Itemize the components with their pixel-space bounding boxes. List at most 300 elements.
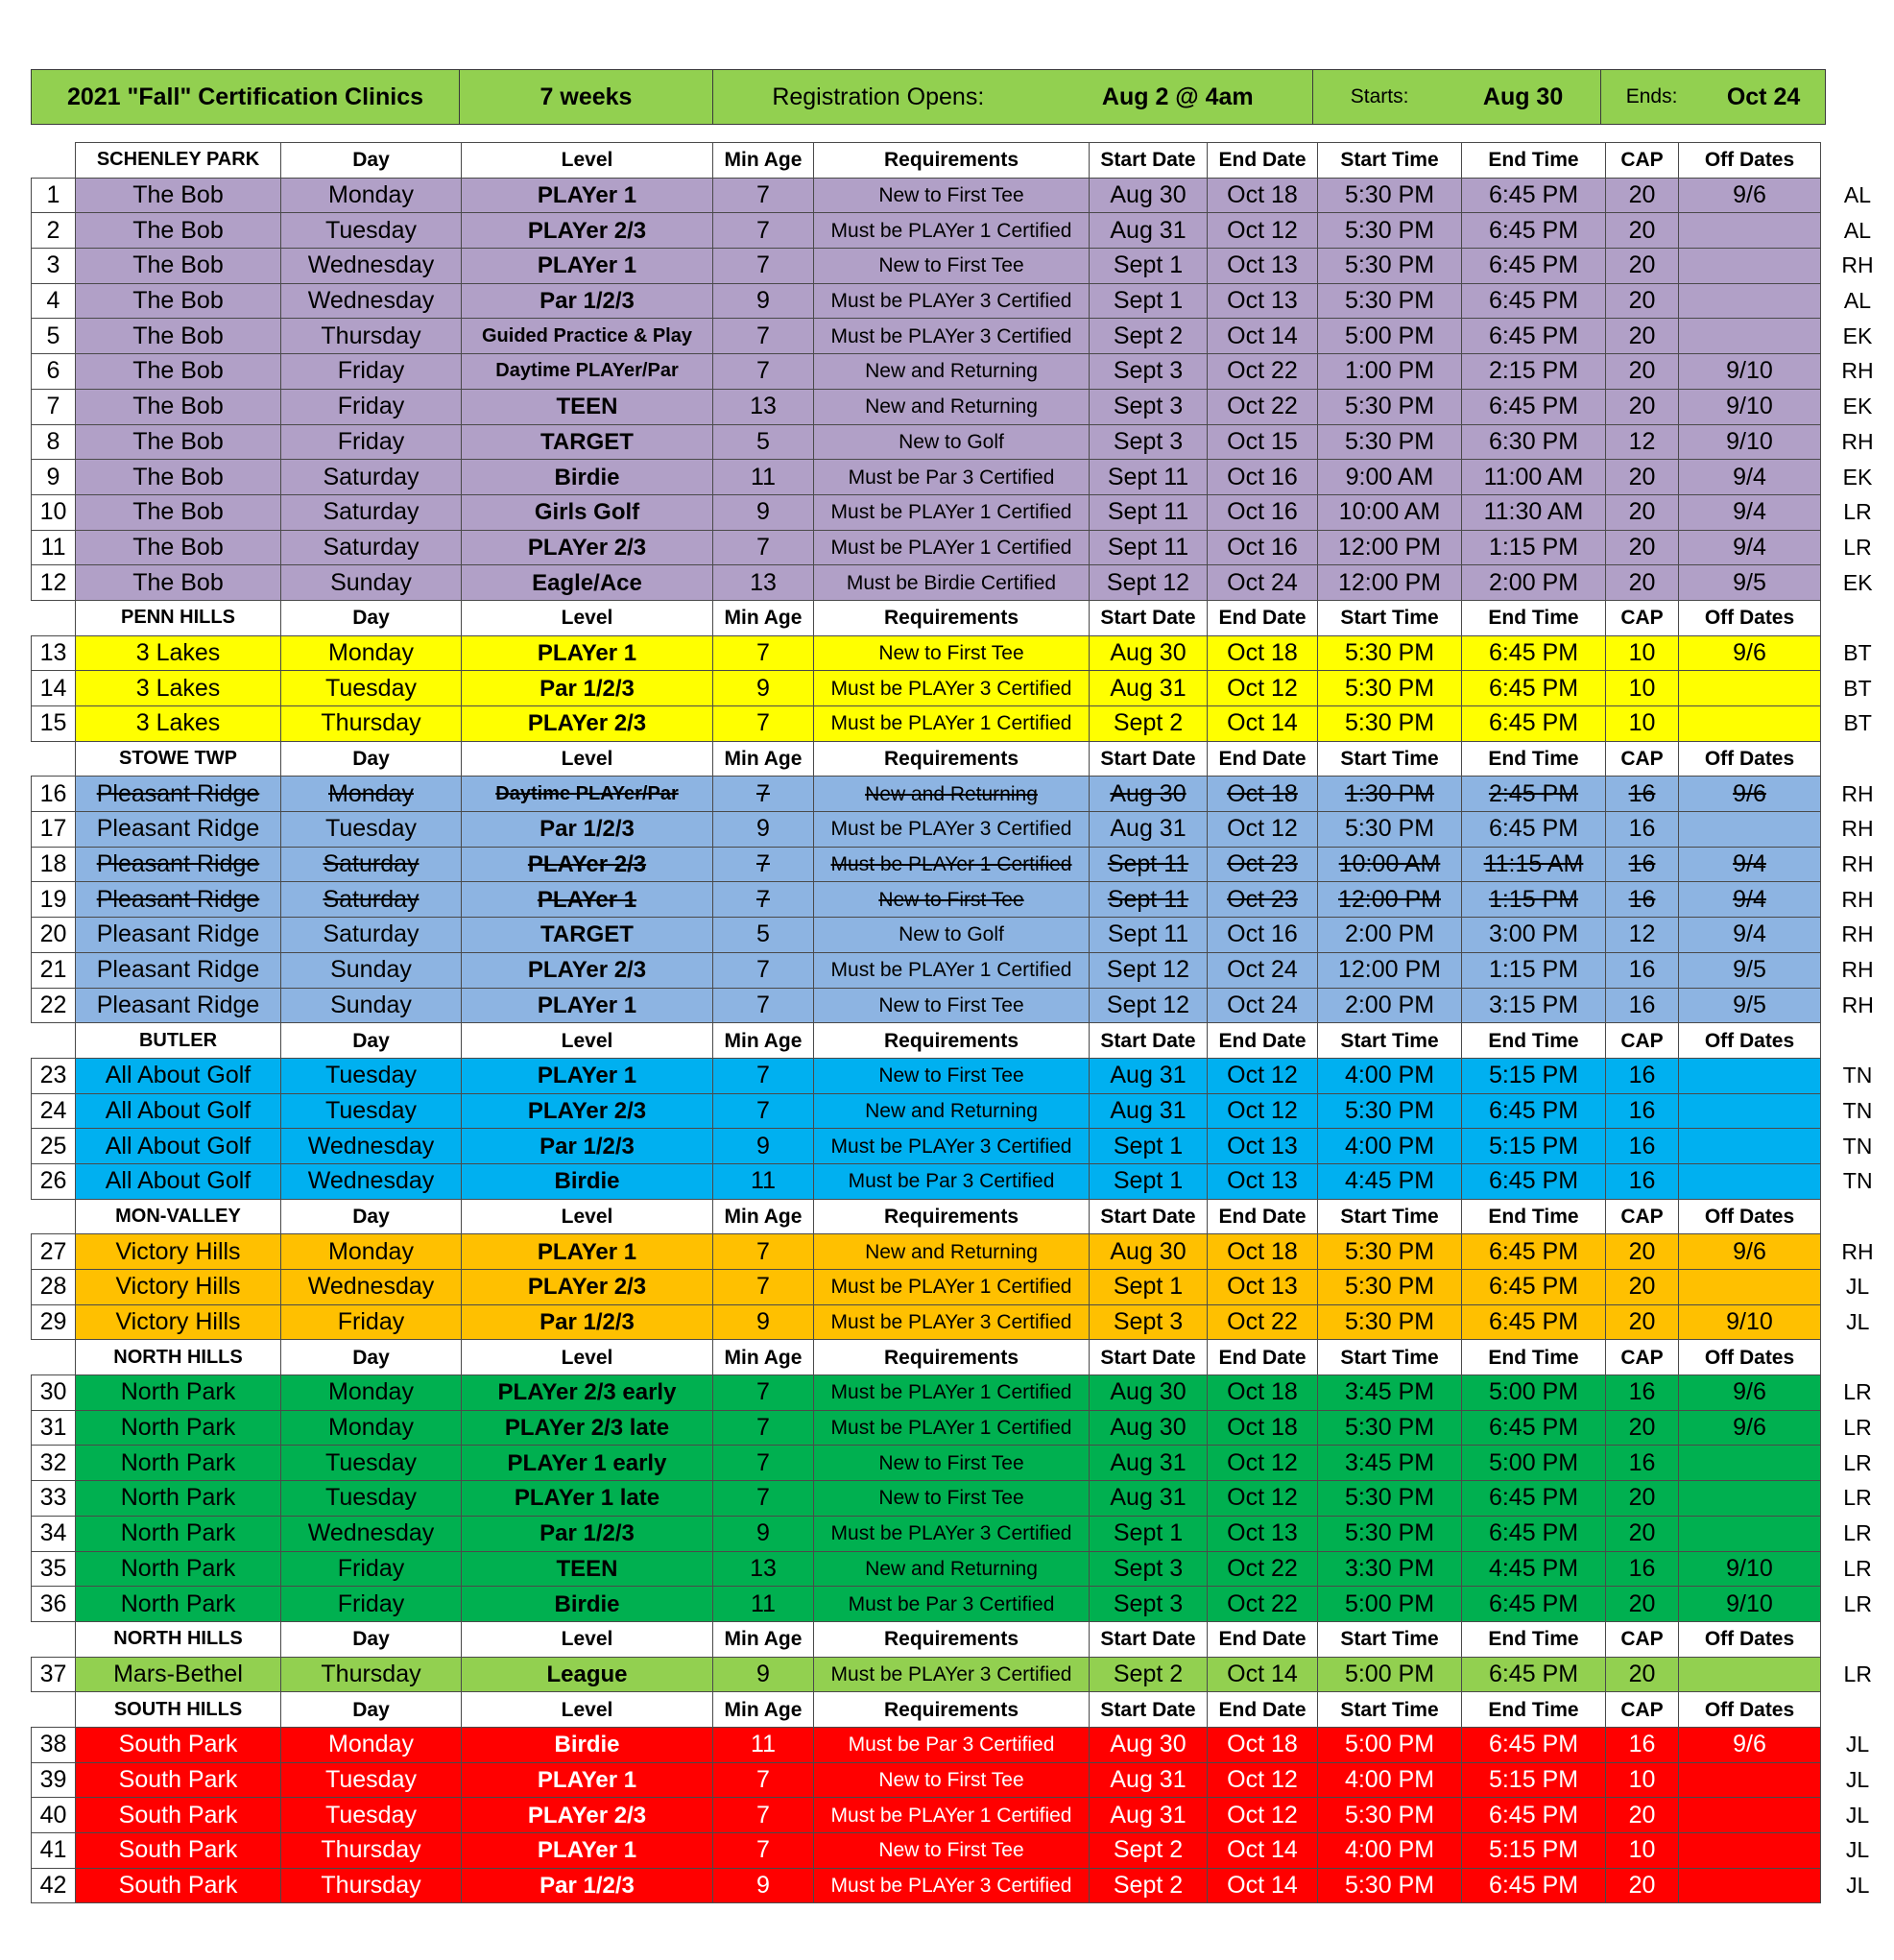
off-dates-cell: 9/5 [1679,988,1821,1023]
location-cell: The Bob [76,249,281,284]
start-date-cell: Aug 31 [1090,671,1208,706]
row-number: 18 [32,847,76,882]
col-header-day: Day [281,1621,462,1657]
end-time-cell: 6:45 PM [1462,1657,1606,1692]
end-date-cell: Oct 12 [1208,1058,1318,1093]
day-cell: Wednesday [281,249,462,284]
requirements-cell: New to First Tee [814,178,1090,213]
blank-cell [32,1340,76,1375]
start-date-cell: Aug 31 [1090,1446,1208,1481]
requirements-cell: Must be PLAYer 1 Certified [814,213,1090,249]
table-row [32,1481,1894,1517]
coach-initials: EK [1821,389,1894,424]
level-cell: Daytime PLAYer/Par [462,354,713,390]
row-number: 23 [32,1058,76,1093]
day-cell: Thursday [281,1833,462,1869]
col-header-start-date: Start Date [1090,1340,1208,1375]
day-cell: Friday [281,424,462,460]
day-cell: Friday [281,389,462,424]
cap-cell: 16 [1606,1058,1679,1093]
start-time-cell: 5:30 PM [1318,1234,1462,1270]
off-dates-cell: 9/10 [1679,1587,1821,1622]
start-time-cell: 5:30 PM [1318,213,1462,249]
coach-initials: RH [1821,354,1894,390]
end-time-cell: 11:15 AM [1462,847,1606,882]
day-cell: Sunday [281,565,462,601]
coach-initials: LR [1821,1551,1894,1587]
coach-initials: JL [1821,1868,1894,1903]
start-time-cell: 5:30 PM [1318,1410,1462,1446]
level-cell: PLAYer 1 early [462,1446,713,1481]
end-time-cell: 6:45 PM [1462,706,1606,742]
row-number: 15 [32,706,76,742]
location-cell: South Park [76,1868,281,1903]
end-date-cell: Oct 12 [1208,1481,1318,1517]
start-time-cell: 5:30 PM [1318,1868,1462,1903]
col-header-end-date: End Date [1208,600,1318,635]
start-time-cell: 5:30 PM [1318,635,1462,671]
end-date-cell: Oct 12 [1208,1446,1318,1481]
blank-cell [1821,143,1894,179]
col-header-requirements: Requirements [814,600,1090,635]
off-dates-cell [1679,1058,1821,1093]
table-row [32,1410,1894,1446]
col-header-end-date: End Date [1208,1199,1318,1234]
table-row [32,530,1894,565]
row-number: 13 [32,635,76,671]
day-cell: Monday [281,1375,462,1411]
cap-cell: 20 [1606,1410,1679,1446]
day-cell: Saturday [281,494,462,530]
min-age-cell: 7 [713,777,814,812]
requirements-cell: Must be PLAYer 3 Certified [814,671,1090,706]
requirements-cell: Must be PLAYer 3 Certified [814,1304,1090,1340]
location-cell: All About Golf [76,1058,281,1093]
row-number: 4 [32,283,76,319]
off-dates-cell: 9/5 [1679,952,1821,988]
end-date-cell: Oct 14 [1208,319,1318,354]
requirements-cell: Must be PLAYer 1 Certified [814,1375,1090,1411]
table-row [32,319,1894,354]
row-number: 19 [32,882,76,918]
col-header-cap: CAP [1606,741,1679,777]
off-dates-cell: 9/4 [1679,847,1821,882]
row-number: 36 [32,1587,76,1622]
min-age-cell: 7 [713,1410,814,1446]
end-time-cell: 6:45 PM [1462,1163,1606,1199]
section-header-row [32,600,1894,635]
table-row [32,354,1894,390]
blank-cell [32,1023,76,1059]
col-header-off-dates: Off Dates [1679,1199,1821,1234]
off-dates-cell: 9/4 [1679,530,1821,565]
region-name: NORTH HILLS [76,1340,281,1375]
col-header-start-date: Start Date [1090,600,1208,635]
start-date-cell: Sept 11 [1090,460,1208,495]
level-cell: PLAYer 2/3 late [462,1410,713,1446]
off-dates-cell: 9/5 [1679,565,1821,601]
location-cell: 3 Lakes [76,706,281,742]
col-header-day: Day [281,1692,462,1728]
table-row [32,494,1894,530]
coach-initials: JL [1821,1727,1894,1762]
off-dates-cell: 9/6 [1679,178,1821,213]
cap-cell: 16 [1606,1129,1679,1164]
level-cell: PLAYer 2/3 early [462,1375,713,1411]
off-dates-cell [1679,1516,1821,1551]
off-dates-cell [1679,1093,1821,1129]
start-date-cell: Sept 11 [1090,882,1208,918]
min-age-cell: 9 [713,1129,814,1164]
requirements-cell: New and Returning [814,354,1090,390]
table-row [32,424,1894,460]
min-age-cell: 7 [713,847,814,882]
end-date-cell: Oct 16 [1208,494,1318,530]
min-age-cell: 5 [713,918,814,953]
off-dates-cell: 9/10 [1679,389,1821,424]
col-header-end-time: End Time [1462,1199,1606,1234]
requirements-cell: New to First Tee [814,1446,1090,1481]
start-time-cell: 1:30 PM [1318,777,1462,812]
day-cell: Friday [281,1551,462,1587]
table-row [32,952,1894,988]
coach-initials: AL [1821,283,1894,319]
section-header-row [32,143,1894,179]
row-number: 25 [32,1129,76,1164]
min-age-cell: 7 [713,1270,814,1305]
requirements-cell: Must be Par 3 Certified [814,460,1090,495]
level-cell: PLAYer 2/3 [462,530,713,565]
col-header-min-age: Min Age [713,741,814,777]
min-age-cell: 7 [713,178,814,213]
min-age-cell: 7 [713,1833,814,1869]
end-time-cell: 2:15 PM [1462,354,1606,390]
level-cell: Birdie [462,1587,713,1622]
location-cell: All About Golf [76,1093,281,1129]
min-age-cell: 7 [713,213,814,249]
level-cell: Girls Golf [462,494,713,530]
start-time-cell: 3:45 PM [1318,1375,1462,1411]
row-number: 7 [32,389,76,424]
off-dates-cell [1679,1762,1821,1798]
row-number: 29 [32,1304,76,1340]
day-cell: Sunday [281,988,462,1023]
end-date-cell: Oct 15 [1208,424,1318,460]
location-cell: South Park [76,1727,281,1762]
min-age-cell: 7 [713,1093,814,1129]
end-date-cell: Oct 22 [1208,1304,1318,1340]
col-header-min-age: Min Age [713,1199,814,1234]
coach-initials: TN [1821,1058,1894,1093]
end-date-cell: Oct 22 [1208,1551,1318,1587]
table-row [32,1868,1894,1903]
col-header-cap: CAP [1606,143,1679,179]
table-row [32,389,1894,424]
requirements-cell: New and Returning [814,1234,1090,1270]
ends-label: Ends: [1625,85,1678,108]
table-row [32,1551,1894,1587]
coach-initials: JL [1821,1833,1894,1869]
end-date-cell: Oct 12 [1208,1762,1318,1798]
day-cell: Saturday [281,460,462,495]
level-cell: PLAYer 1 late [462,1481,713,1517]
end-time-cell: 6:45 PM [1462,1798,1606,1833]
day-cell: Saturday [281,882,462,918]
col-header-off-dates: Off Dates [1679,1340,1821,1375]
cap-cell: 20 [1606,249,1679,284]
off-dates-cell [1679,1446,1821,1481]
table-row [32,1587,1894,1622]
table-row [32,1270,1894,1305]
off-dates-cell [1679,1798,1821,1833]
requirements-cell: New to First Tee [814,988,1090,1023]
coach-initials: BT [1821,671,1894,706]
table-row [32,635,1894,671]
blank-cell [1821,1621,1894,1657]
min-age-cell: 7 [713,1375,814,1411]
starts-cell [1313,70,1601,125]
cap-cell: 20 [1606,494,1679,530]
section-header-row [32,1023,1894,1059]
blank-cell [1821,1692,1894,1728]
cap-cell: 16 [1606,777,1679,812]
row-number: 35 [32,1551,76,1587]
location-cell: South Park [76,1762,281,1798]
level-cell: PLAYer 2/3 [462,213,713,249]
end-time-cell: 6:45 PM [1462,1868,1606,1903]
row-number: 20 [32,918,76,953]
start-date-cell: Aug 31 [1090,1762,1208,1798]
row-number: 9 [32,460,76,495]
col-header-requirements: Requirements [814,1621,1090,1657]
level-cell: PLAYer 1 [462,249,713,284]
day-cell: Tuesday [281,671,462,706]
cap-cell: 10 [1606,706,1679,742]
cap-cell: 16 [1606,1727,1679,1762]
off-dates-cell: 9/6 [1679,1727,1821,1762]
day-cell: Friday [281,1304,462,1340]
col-header-end-date: End Date [1208,741,1318,777]
row-number: 16 [32,777,76,812]
level-cell: PLAYer 2/3 [462,706,713,742]
min-age-cell: 9 [713,494,814,530]
blank-cell [32,1692,76,1728]
start-date-cell: Sept 1 [1090,1163,1208,1199]
col-header-cap: CAP [1606,600,1679,635]
table-row [32,1093,1894,1129]
start-date-cell: Sept 11 [1090,494,1208,530]
min-age-cell: 7 [713,1762,814,1798]
coach-initials: LR [1821,1657,1894,1692]
coach-initials: JL [1821,1798,1894,1833]
location-cell: North Park [76,1551,281,1587]
end-date-cell: Oct 22 [1208,389,1318,424]
end-date-cell: Oct 18 [1208,1234,1318,1270]
cap-cell: 20 [1606,319,1679,354]
off-dates-cell: 9/6 [1679,1234,1821,1270]
min-age-cell: 7 [713,249,814,284]
cap-cell: 16 [1606,882,1679,918]
end-time-cell: 6:45 PM [1462,1516,1606,1551]
coach-initials: JL [1821,1270,1894,1305]
registration-label: Registration Opens: [772,83,985,110]
col-header-end-time: End Time [1462,1692,1606,1728]
end-time-cell: 6:45 PM [1462,1587,1606,1622]
cap-cell: 16 [1606,1093,1679,1129]
col-header-start-date: Start Date [1090,1199,1208,1234]
min-age-cell: 13 [713,389,814,424]
end-date-cell: Oct 22 [1208,354,1318,390]
ends-value: Oct 24 [1726,83,1801,110]
coach-initials: TN [1821,1093,1894,1129]
requirements-cell: New to First Tee [814,1058,1090,1093]
table-row [32,1375,1894,1411]
row-number: 39 [32,1762,76,1798]
row-number: 30 [32,1375,76,1411]
cap-cell: 20 [1606,460,1679,495]
start-date-cell: Sept 1 [1090,283,1208,319]
table-row [32,706,1894,742]
day-cell: Tuesday [281,1093,462,1129]
requirements-cell: New to Golf [814,424,1090,460]
table-row [32,1234,1894,1270]
requirements-cell: New to First Tee [814,1481,1090,1517]
table-row [32,812,1894,848]
requirements-cell: Must be PLAYer 3 Certified [814,812,1090,848]
min-age-cell: 13 [713,1551,814,1587]
col-header-end-date: End Date [1208,143,1318,179]
level-cell: Daytime PLAYer/Par [462,777,713,812]
coach-initials: RH [1821,249,1894,284]
blank-cell [32,600,76,635]
requirements-cell: New to First Tee [814,1833,1090,1869]
coach-initials: EK [1821,319,1894,354]
end-date-cell: Oct 13 [1208,249,1318,284]
start-time-cell: 10:00 AM [1318,847,1462,882]
end-date-cell: Oct 18 [1208,777,1318,812]
cap-cell: 10 [1606,1833,1679,1869]
end-time-cell: 6:45 PM [1462,635,1606,671]
day-cell: Saturday [281,847,462,882]
coach-initials: LR [1821,1516,1894,1551]
table-row [32,213,1894,249]
start-date-cell: Sept 11 [1090,847,1208,882]
end-time-cell: 6:45 PM [1462,1270,1606,1305]
start-date-cell: Sept 3 [1090,389,1208,424]
table-row [32,918,1894,953]
end-time-cell: 3:00 PM [1462,918,1606,953]
col-header-start-time: Start Time [1318,741,1462,777]
col-header-cap: CAP [1606,1621,1679,1657]
section-header-row [32,1340,1894,1375]
cap-cell: 16 [1606,1446,1679,1481]
row-number: 33 [32,1481,76,1517]
schedule-table [31,142,1894,1903]
region-name: BUTLER [76,1023,281,1059]
registration-value: Aug 2 @ 4am [1101,83,1254,110]
end-date-cell: Oct 22 [1208,1587,1318,1622]
end-date-cell: Oct 13 [1208,1516,1318,1551]
col-header-level: Level [462,1621,713,1657]
location-cell: All About Golf [76,1129,281,1164]
start-time-cell: 5:30 PM [1318,706,1462,742]
col-header-level: Level [462,143,713,179]
requirements-cell: Must be PLAYer 3 Certified [814,1657,1090,1692]
coach-initials: RH [1821,424,1894,460]
section-header-row [32,1199,1894,1234]
day-cell: Saturday [281,530,462,565]
requirements-cell: New and Returning [814,389,1090,424]
start-time-cell: 4:00 PM [1318,1129,1462,1164]
start-time-cell: 12:00 PM [1318,565,1462,601]
cap-cell: 20 [1606,213,1679,249]
cap-cell: 16 [1606,812,1679,848]
table-row [32,565,1894,601]
col-header-level: Level [462,600,713,635]
start-time-cell: 5:30 PM [1318,812,1462,848]
requirements-cell: Must be PLAYer 1 Certified [814,1410,1090,1446]
end-time-cell: 5:15 PM [1462,1833,1606,1869]
end-time-cell: 6:30 PM [1462,424,1606,460]
start-time-cell: 5:30 PM [1318,389,1462,424]
end-date-cell: Oct 16 [1208,460,1318,495]
day-cell: Friday [281,354,462,390]
cap-cell: 16 [1606,1375,1679,1411]
start-time-cell: 4:00 PM [1318,1058,1462,1093]
ends-cell [1601,70,1826,125]
col-header-day: Day [281,1023,462,1059]
row-number: 2 [32,213,76,249]
location-cell: The Bob [76,565,281,601]
level-cell: TEEN [462,389,713,424]
min-age-cell: 7 [713,1234,814,1270]
end-time-cell: 2:45 PM [1462,777,1606,812]
starts-value: Aug 30 [1482,83,1564,110]
end-time-cell: 6:45 PM [1462,671,1606,706]
location-cell: The Bob [76,424,281,460]
col-header-start-date: Start Date [1090,1621,1208,1657]
start-time-cell: 3:30 PM [1318,1551,1462,1587]
start-time-cell: 1:00 PM [1318,354,1462,390]
level-cell: Birdie [462,1163,713,1199]
day-cell: Tuesday [281,1446,462,1481]
start-date-cell: Aug 30 [1090,1727,1208,1762]
col-header-requirements: Requirements [814,1023,1090,1059]
end-date-cell: Oct 23 [1208,847,1318,882]
level-cell: PLAYer 2/3 [462,847,713,882]
start-date-cell: Sept 11 [1090,530,1208,565]
blank-cell [32,143,76,179]
end-time-cell: 5:15 PM [1462,1762,1606,1798]
min-age-cell: 7 [713,1481,814,1517]
coach-initials: TN [1821,1163,1894,1199]
col-header-cap: CAP [1606,1340,1679,1375]
requirements-cell: Must be PLAYer 3 Certified [814,1129,1090,1164]
table-row [32,777,1894,812]
level-cell: TARGET [462,918,713,953]
table-row [32,1304,1894,1340]
start-time-cell: 5:30 PM [1318,1481,1462,1517]
coach-initials: RH [1821,777,1894,812]
cap-cell: 12 [1606,424,1679,460]
col-header-start-time: Start Time [1318,600,1462,635]
day-cell: Tuesday [281,1762,462,1798]
start-time-cell: 10:00 AM [1318,494,1462,530]
row-number: 37 [32,1657,76,1692]
location-cell: The Bob [76,213,281,249]
level-cell: TARGET [462,424,713,460]
start-time-cell: 5:30 PM [1318,424,1462,460]
